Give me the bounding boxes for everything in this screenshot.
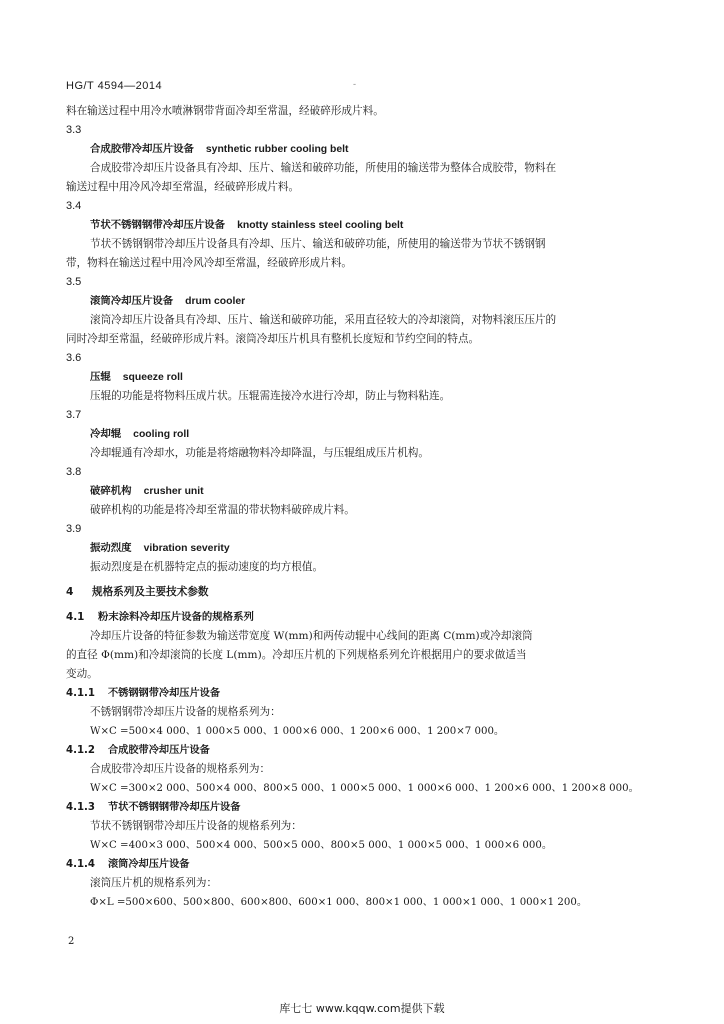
download-footer: 库七七 www.kqqw.com提供下载 <box>279 1002 445 1015</box>
term-en: squeeze roll <box>122 372 183 383</box>
term-en: vibration severity <box>143 543 230 554</box>
section-heading-4 <box>66 583 666 602</box>
section-title: 粉末涂料冷却压片设备的规格系列 <box>98 611 254 623</box>
paragraph-4-1-4: 滚筒压片机的规格系列为： <box>90 877 218 889</box>
formula-4-1-4: Φ×L =500×600、500×800、600×800、600×1 000、800×1 000、1 000×1 000、1 000×1 200。 <box>90 897 588 908</box>
clause-number-3-3: 3.3 <box>66 124 82 136</box>
term-en: cooling roll <box>133 429 190 440</box>
definition-3-4-line1: 节状不锈钢钢带冷却压片设备具有冷却、压片、输送和破碎功能，所使用的输送带为节状不锈钢钢 <box>90 238 546 250</box>
clause-number-3-8: 3.8 <box>66 466 82 478</box>
term-3-6 <box>90 368 666 387</box>
term-3-8 <box>90 482 666 501</box>
section-number: 4.1.4 <box>66 859 96 870</box>
clause-number-3-6: 3.6 <box>66 352 82 364</box>
section-number: 4.1.1 <box>66 688 96 699</box>
document-body <box>66 102 666 912</box>
section-title: 合成胶带冷却压片设备 <box>108 745 210 756</box>
clause-number-3-5: 3.5 <box>66 276 82 288</box>
page-number: 2 <box>68 936 75 947</box>
term-cn: 合成胶带冷却压片设备 <box>90 143 194 155</box>
term-3-7 <box>90 425 666 444</box>
paragraph-4-1-line2: 的直径 Φ(mm)和冷却滚筒的长度 L(mm)。冷却压片机的下列规格系列允许根据用户的要求做适当 <box>66 649 527 661</box>
clause-number-3-9: 3.9 <box>66 523 82 535</box>
definition-3-6: 压辊的功能是将物料压成片状。压辊需连接冷水进行冷却，防止与物料粘连。 <box>90 390 451 402</box>
paragraph-4-1-2: 合成胶带冷却压片设备的规格系列为： <box>90 763 271 775</box>
section-title: 节状不锈钢钢带冷却压片设备 <box>108 802 241 813</box>
section-heading-4-1-4 <box>66 855 666 874</box>
paragraph-continued: 料在输送过程中用冷水喷淋钢带背面冷却至常温，经破碎形成片料。 <box>66 105 384 117</box>
paragraph-4-1-line3: 变动。 <box>66 668 98 680</box>
paragraph-4-1-3: 节状不锈钢钢带冷却压片设备的规格系列为： <box>90 820 302 832</box>
definition-3-3-line2: 输送过程中用冷风冷却至常温，经破碎形成片料。 <box>66 181 300 193</box>
formula-4-1-1: W×C =500×4 000、1 000×5 000、1 000×6 000、1 200×6 000、1 200×7 000。 <box>90 726 505 737</box>
clause-number-3-7: 3.7 <box>66 409 82 421</box>
section-heading-4-1-3 <box>66 798 666 817</box>
term-3-9 <box>90 539 666 558</box>
definition-3-3-line1: 合成胶带冷却压片设备具有冷却、压片、输送和破碎功能，所使用的输送带为整体合成胶带，物料在 <box>90 162 557 174</box>
section-heading-4-1-2 <box>66 741 666 760</box>
term-3-3 <box>90 140 666 159</box>
section-number: 4.1 <box>66 611 85 623</box>
definition-3-5-line1: 滚筒冷却压片设备具有冷却、压片、输送和破碎功能，采用直径较大的冷却滚筒，对物料滚压压片的 <box>90 314 557 326</box>
term-cn: 节状不锈钢钢带冷却压片设备 <box>90 219 226 231</box>
standard-number: HG/T 4594—2014 <box>66 80 163 92</box>
section-number: 4 <box>66 586 74 598</box>
term-cn: 冷却辊 <box>90 428 122 440</box>
formula-4-1-3: W×C =400×3 000、500×4 000、500×5 000、800×5 000、1 000×5 000、1 000×6 000。 <box>90 840 553 851</box>
term-en: knotty stainless steel cooling belt <box>237 220 404 231</box>
term-cn: 压辊 <box>90 371 111 383</box>
formula-4-1-2: W×C =300×2 000、500×4 000、800×5 000、1 000×5 000、1 000×6 000、1 200×6 000、1 200×8 000。 <box>90 783 639 794</box>
term-3-4 <box>90 216 666 235</box>
term-en: synthetic rubber cooling belt <box>205 144 349 155</box>
section-heading-4-1 <box>66 608 666 627</box>
term-cn: 滚筒冷却压片设备 <box>90 295 174 307</box>
term-cn: 破碎机构 <box>90 485 132 497</box>
term-cn: 振动烈度 <box>90 542 132 554</box>
term-en: crusher unit <box>143 486 204 497</box>
definition-3-7: 冷却辊通有冷却水，功能是将熔融物料冷却降温，与压辊组成压片机构。 <box>90 447 429 459</box>
term-en: drum cooler <box>185 296 246 307</box>
definition-3-9: 振动烈度是在机器特定点的振动速度的均方根值。 <box>90 561 324 573</box>
paragraph-4-1-line1: 冷却压片设备的特征参数为输送带宽度 W(mm)和两传动辊中心线间的距离 C(mm)或冷却滚筒 <box>90 630 533 642</box>
term-3-5 <box>90 292 666 311</box>
clause-number-3-4: 3.4 <box>66 200 82 212</box>
section-title: 滚筒冷却压片设备 <box>108 859 190 870</box>
definition-3-4-line2: 带，物料在输送过程中用冷风冷却至常温，经破碎形成片料。 <box>66 257 353 269</box>
section-number: 4.1.2 <box>66 745 96 756</box>
section-heading-4-1-1 <box>66 684 666 703</box>
paragraph-4-1-1: 不锈钢钢带冷却压片设备的规格系列为： <box>90 706 281 718</box>
section-number: 4.1.3 <box>66 802 96 813</box>
scan-mark: - <box>353 80 357 90</box>
section-title: 规格系列及主要技术参数 <box>92 586 209 598</box>
definition-3-5-line2: 同时冷却至常温，经破碎形成片料。滚筒冷却压片机具有整机长度短和节约空间的特点。 <box>66 333 480 345</box>
definition-3-8: 破碎机构的功能是将冷却至常温的带状物料破碎成片料。 <box>90 504 355 516</box>
section-title: 不锈钢钢带冷却压片设备 <box>108 688 221 699</box>
